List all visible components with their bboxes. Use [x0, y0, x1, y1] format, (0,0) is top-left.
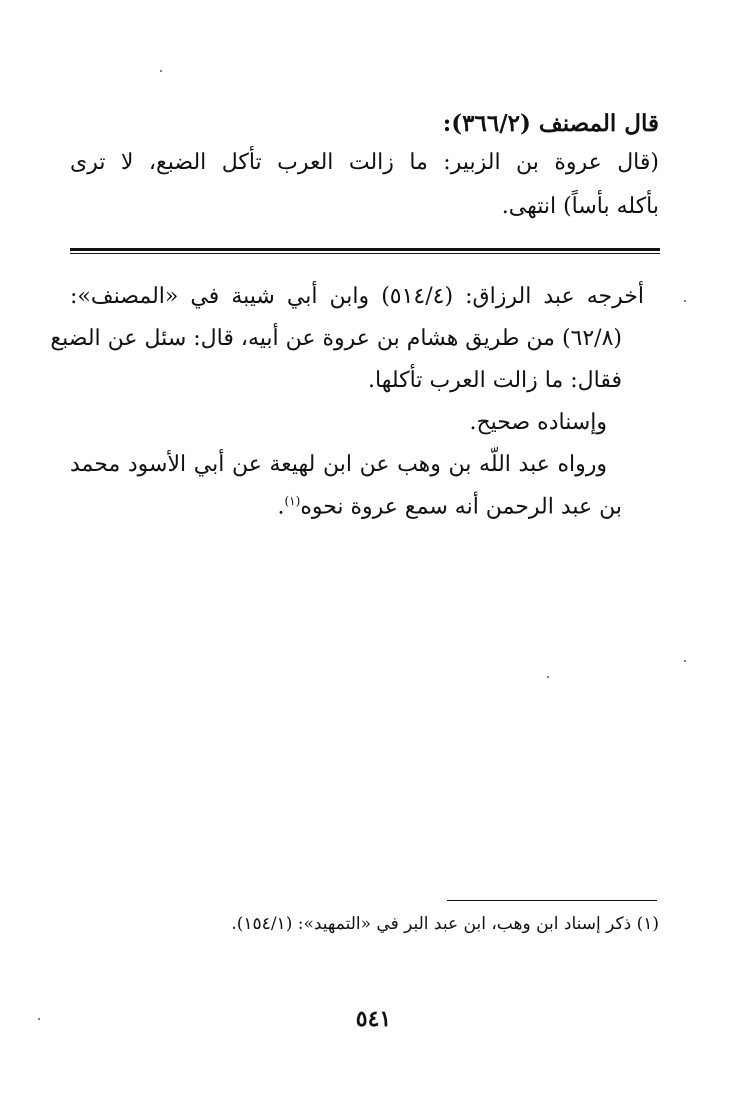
body-line-6 — [70, 494, 622, 519]
scan-speck — [684, 660, 686, 662]
body-line-1: أخرجه عبد الرزاق: (٥١٤/٤) وابن أبي شيبة في «المصنف»: — [70, 284, 644, 309]
section-divider-thick — [70, 248, 660, 251]
scan-speck — [547, 676, 549, 678]
quote-line-2: بأكله بأساً) انتهى. — [501, 194, 659, 219]
body-line-2: (٦٢/٨) من طريق هشام بن عروة عن أبيه، قال: سئل عن الضبع — [50, 326, 622, 351]
body-line-3: فقال: ما زالت العرب تأكلها. — [368, 368, 622, 393]
footnote-marker[interactable]: (١) — [284, 494, 301, 508]
section-heading: قال المصنف (٣٦٦/٢): — [442, 110, 659, 137]
footnote-text: (١) ذكر إسناد ابن وهب، ابن عبد البر في «التمهيد»: (١٥٤/١). — [231, 914, 659, 934]
body-line-4: وإسناده صحيح. — [469, 410, 607, 435]
scan-speck — [160, 70, 162, 72]
section-divider-thin — [70, 253, 660, 254]
body-line-5: ورواه عبد اللّه بن وهب عن ابن لهيعة عن أبي الأسود محمد — [70, 452, 607, 477]
quote-line-1: (قال عروة بن الزبير: ما زالت العرب تأكل الضبع، لا ترى — [70, 150, 659, 175]
page-number: ٥٤١ — [355, 1006, 392, 1032]
body-line-6-text: بن عبد الرحمن أنه سمع عروة نحوه — [300, 494, 622, 520]
scan-speck — [684, 300, 686, 302]
scan-speck — [38, 1018, 40, 1020]
footnote-separator — [447, 900, 657, 901]
body-line-6-end: . — [277, 494, 285, 520]
